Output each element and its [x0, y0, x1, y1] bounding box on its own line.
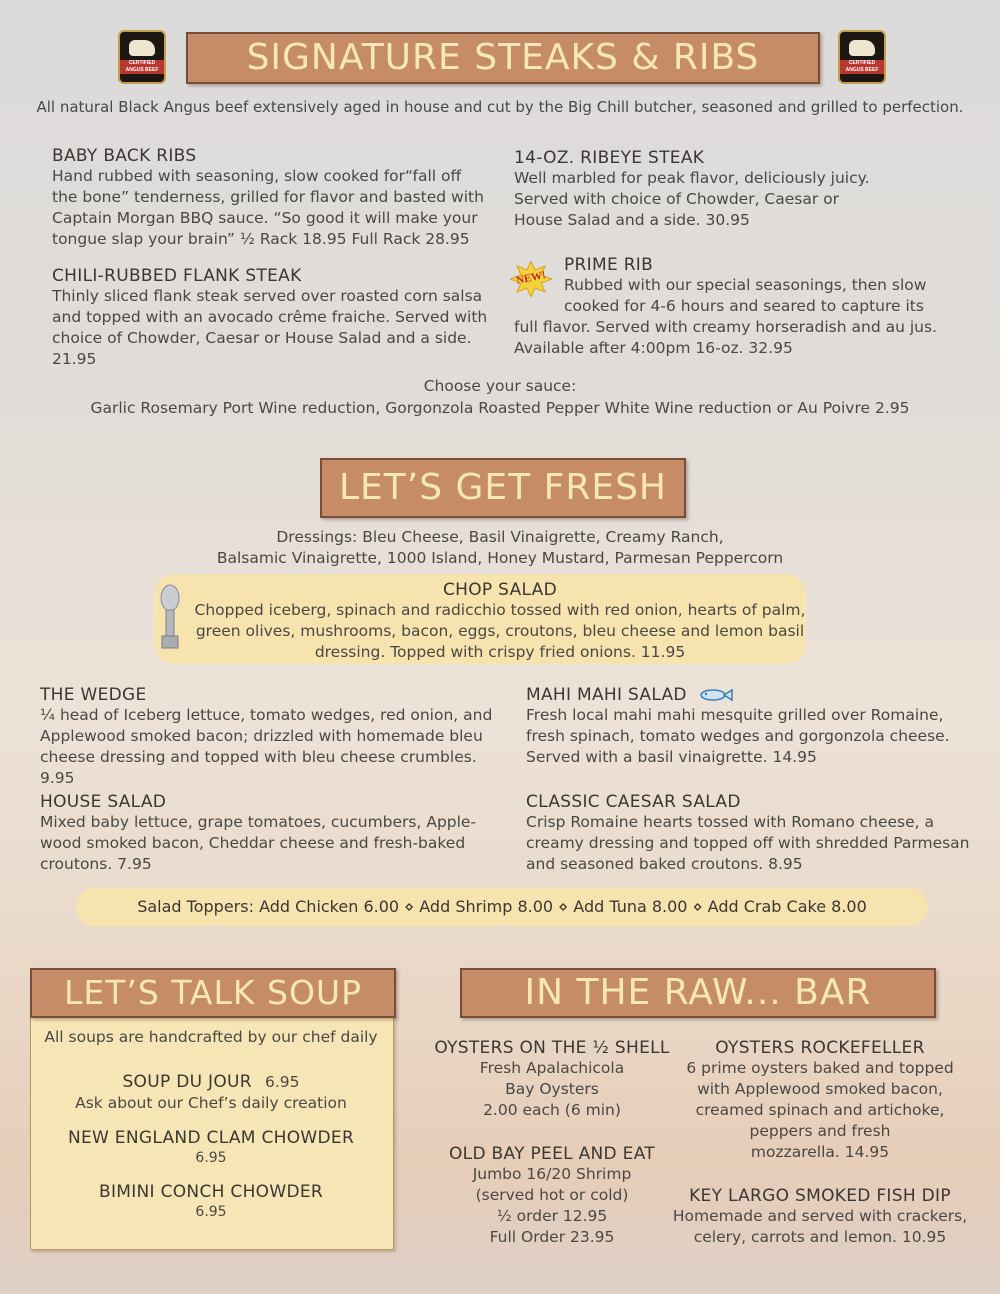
- fish-icon: [699, 688, 733, 702]
- dressings-line-1: Dressings: Bleu Cheese, Basil Vinaigrette, Creamy Ranch,: [276, 528, 724, 546]
- item-name: KEY LARGO SMOKED FISH DIP: [689, 1186, 951, 1206]
- item-line: Thinly sliced flank steak served over roasted corn salsa: [52, 287, 483, 305]
- soup-section-title: LET’S TALK SOUP: [30, 968, 396, 1018]
- menu-item-baby-back-ribs: [52, 146, 502, 250]
- item-name: BABY BACK RIBS: [52, 146, 197, 166]
- menu-item-caesar-salad: [526, 792, 986, 875]
- item-line: Well marbled for peak flavor, deliciously juicy.: [514, 169, 870, 187]
- item-line: 6 prime oysters baked and topped: [686, 1059, 954, 1077]
- menu-item-conch-chowder: [30, 1182, 392, 1223]
- item-line: Served with a basil vinaigrette. 14.95: [526, 748, 817, 766]
- item-line: Bay Oysters: [505, 1080, 599, 1098]
- sauce-options: Garlic Rosemary Port Wine reduction, Gorgonzola Roasted Pepper White Wine reduction or Au Poivre 2.95: [90, 399, 910, 417]
- item-line: Jumbo 16/20 Shrimp: [472, 1165, 632, 1183]
- item-line: mozzarella. 14.95: [750, 1143, 890, 1161]
- item-price: 6.95: [195, 1150, 227, 1166]
- item-line: fresh spinach, tomato wedges and gorgonzola cheese.: [526, 727, 950, 745]
- menu-item-mahi-mahi-salad: [526, 685, 976, 768]
- steaks-subtitle: All natural Black Angus beef extensively aged in house and cut by the Big Chill butcher, seasoned and grilled to perfection.: [36, 98, 964, 116]
- fresh-section-title: LET’S GET FRESH: [320, 458, 686, 518]
- new-badge-text: NEW!: [515, 269, 547, 287]
- item-line: 21.95: [52, 350, 97, 368]
- item-line: Crisp Romaine hearts tossed with Romano cheese, a: [526, 813, 934, 831]
- item-line: green olives, mushrooms, bacon, eggs, croutons, bleu cheese and lemon basil: [195, 622, 805, 640]
- item-line: (served hot or cold): [475, 1186, 629, 1204]
- item-line: cheese dressing and topped with bleu cheese crumbles. 9.95: [40, 748, 477, 787]
- item-line: cooked for 4-6 hours and seared to capture its: [564, 297, 924, 315]
- item-line: Hand rubbed with seasoning, slow cooked for“fall off: [52, 167, 462, 185]
- item-line: Mixed baby lettuce, grape tomatoes, cucumbers, Apple-: [40, 813, 477, 831]
- item-line: and topped with an avocado crême fraiche. Served with: [52, 308, 488, 326]
- cow-icon: [129, 40, 155, 56]
- item-line: and seasoned baked croutons. 8.95: [526, 855, 803, 873]
- menu-item-clam-chowder: [30, 1128, 392, 1169]
- item-line: tongue slap your brain” ½ Rack 18.95 Full Rack 28.95: [52, 230, 470, 248]
- item-line: Available after 4:00pm 16-oz. 32.95: [514, 339, 793, 357]
- new-badge: [510, 261, 552, 297]
- item-line: creamed spinach and artichoke,: [695, 1101, 945, 1119]
- item-name: NEW ENGLAND CLAM CHOWDER: [67, 1128, 355, 1148]
- menu-item-chop-salad: [180, 580, 820, 663]
- item-name-row: [526, 685, 976, 705]
- menu-item-oysters-rockefeller: [672, 1038, 968, 1163]
- item-description: Ask about our Chef’s daily creation: [75, 1094, 347, 1112]
- item-name: OYSTERS ROCKEFELLER: [715, 1038, 925, 1058]
- menu-item-ribeye: [514, 148, 954, 231]
- item-line: choice of Chowder, Caesar or House Salad and a side.: [52, 329, 472, 347]
- soup-intro: All soups are handcrafted by our chef daily: [44, 1028, 378, 1046]
- item-line: celery, carrots and lemon. 10.95: [693, 1228, 947, 1246]
- cow-icon: [849, 40, 875, 56]
- item-name: PRIME RIB: [564, 255, 654, 275]
- item-name: OLD BAY PEEL AND EAT: [449, 1144, 655, 1164]
- item-line: Homemade and served with crackers,: [672, 1207, 968, 1225]
- item-name: CLASSIC CAESAR SALAD: [526, 792, 741, 812]
- dressings-line-2: Balsamic Vinaigrette, 1000 Island, Honey Mustard, Parmesan Peppercorn: [216, 549, 784, 567]
- item-line: croutons. 7.95: [40, 855, 152, 873]
- item-line: dressing. Topped with crispy fried onions. 11.95: [314, 643, 686, 661]
- item-price: 6.95: [265, 1073, 300, 1091]
- item-line: with Applewood smoked bacon,: [697, 1080, 943, 1098]
- item-line: ½ order 12.95: [496, 1207, 608, 1225]
- item-name: THE WEDGE: [40, 685, 147, 705]
- raw-bar-section-title: IN THE RAW... BAR: [460, 968, 936, 1018]
- steaks-section-title: SIGNATURE STEAKS & RIBS: [186, 32, 820, 84]
- item-line: the bone” tenderness, grilled for flavor and basted with: [52, 188, 484, 206]
- item-price: 6.95: [195, 1204, 227, 1220]
- item-line: ¼ head of Iceberg lettuce, tomato wedges, red onion, and: [40, 706, 493, 724]
- item-line: Rubbed with our special seasonings, then slow: [564, 276, 927, 294]
- item-line: 2.00 each (6 min): [483, 1101, 621, 1119]
- item-line: Captain Morgan BBQ sauce. “So good it will make your: [52, 209, 478, 227]
- item-name: OYSTERS ON THE ½ SHELL: [434, 1038, 670, 1058]
- menu-item-smoked-fish-dip: [672, 1186, 968, 1248]
- menu-item-old-bay-shrimp: [420, 1144, 684, 1248]
- item-name: 14-OZ. RIBEYE STEAK: [514, 148, 705, 168]
- item-line: wood smoked bacon, Cheddar cheese and fresh-baked: [40, 834, 466, 852]
- item-line: Fresh local mahi mahi mesquite grilled over Romaine,: [526, 706, 944, 724]
- item-name: HOUSE SALAD: [40, 792, 167, 812]
- menu-item-prime-rib: [514, 255, 964, 359]
- salad-toppers-bar: Salad Toppers: Add Chicken 6.00 ⋄ Add Shrimp 8.00 ⋄ Add Tuna 8.00 ⋄ Add Crab Cake 8.00: [76, 888, 928, 926]
- item-line: Served with choice of Chowder, Caesar or: [514, 190, 840, 208]
- trophy-icon: [158, 584, 182, 650]
- item-line: Fresh Apalachicola: [479, 1059, 625, 1077]
- certified-angus-beef-logo-right: [838, 30, 886, 84]
- item-name: CHOP SALAD: [442, 580, 557, 600]
- menu-item-flank-steak: [52, 266, 502, 370]
- item-line: creamy dressing and topped off with shredded Parmesan: [526, 834, 970, 852]
- menu-item-oysters-half-shell: [420, 1038, 684, 1121]
- item-line: peppers and fresh: [749, 1122, 891, 1140]
- item-name: MAHI MAHI SALAD: [526, 685, 687, 705]
- menu-item-soup-du-jour: [30, 1072, 392, 1114]
- item-line: House Salad and a side. 30.95: [514, 211, 750, 229]
- certified-angus-beef-logo-left: [118, 30, 166, 84]
- item-line: Full Order 23.95: [489, 1228, 615, 1246]
- item-name: SOUP DU JOUR: [122, 1072, 252, 1092]
- item-name: CHILI-RUBBED FLANK STEAK: [52, 266, 302, 286]
- logo-text: CERTIFIED ANGUS BEEF: [120, 60, 164, 74]
- item-line: Chopped iceberg, spinach and radicchio tossed with red onion, hearts of palm,: [194, 601, 806, 619]
- sauce-heading: Choose your sauce:: [423, 377, 577, 395]
- item-line: Applewood smoked bacon; drizzled with homemade bleu: [40, 727, 483, 745]
- item-name: BIMINI CONCH CHOWDER: [98, 1182, 323, 1202]
- item-line: full flavor. Served with creamy horseradish and au jus.: [514, 318, 937, 336]
- menu-item-house-salad: [40, 792, 510, 875]
- menu-item-wedge: [40, 685, 510, 789]
- logo-text: CERTIFIED ANGUS BEEF: [840, 60, 884, 74]
